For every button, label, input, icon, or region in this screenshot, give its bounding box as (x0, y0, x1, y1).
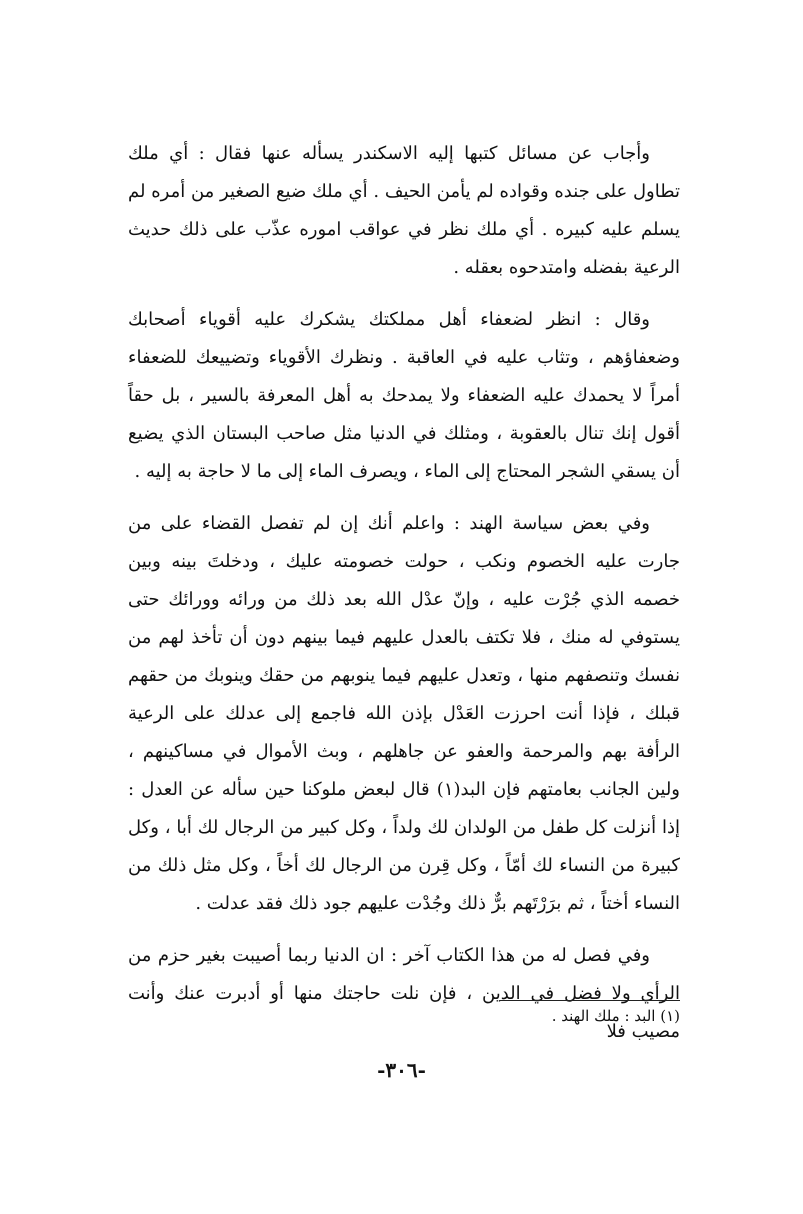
page-number: -٣٠٦- (377, 1058, 426, 1082)
paragraph-weak-subjects (128, 301, 680, 491)
footnote: (١) البد : ملك الهند . (551, 1007, 680, 1025)
paragraph-india-politics (128, 505, 680, 923)
footnote-divider (500, 1000, 680, 1001)
paragraph-text: وفي فصل له من هذا الكتاب آخر : ان الدنيا ربما أصيبت بغير حزم من الرأي ولا فضل في الدين ، فإن نلت حاجتك منها أو أدبرت عنك وأنت مصيب فلا (128, 945, 680, 1042)
paragraph-text: وفي بعض سياسة الهند : واعلم أنك إن لم تفصل القضاء على من جارت عليه الخصوم ونكب ، حولت خصومته عليك ، ودخلتَ بينه وبين خصمه الذي جُرْت عليه ، وإنّ عدْل الله بعد ذلك من ورائه وورائك حتى يستوفي له منك ، فلا تكتف بالعدل عليهم فيما بينهم دون أن تأخذ لهم من نفسك وتنصفهم منها ، وتعدل عليهم فيما ينوبهم من حقك وينوبك من حقهم قبلك ، فإذا أنت احرزت العَدْل بإذن الله فاجمع إلى عدلك على الرعية الرأفة بهم والمرحمة والعفو عن جاهلهم ، وبث الأموال في مساكينهم ، ولين الجانب بعامتهم فإن البد(١) قال لبعض ملوكنا حين سأله عن العدل : إذا أنزلت كل طفل من الولدان لك ولداً ، وكل كبير من الرجال لك أبا ، وكل كبيرة من النساء لك أمّاً ، وكل قِرن من الرجال لك أخاً ، وكل مثل ذلك من النساء أختاً ، ثم برَرْتَهم برٌّ ذلك وجُدْت عليهم جود ذلك فقد عدلت . (128, 513, 680, 914)
paragraph-text: وأجاب عن مسائل كتبها إليه الاسكندر يسأله عنها فقال : أي ملك تطاول على جنده وقواده لم يأمن الحيف . أي ملك ضيع الصغير من أمره لم يسلم عليه كبيره . أي ملك نظر في عواقب اموره عذّب على ذلك حديث الرعية بفضله وامتدحوه بعقله . (128, 143, 680, 278)
paragraph-another-chapter (128, 937, 680, 1051)
body-text (128, 135, 680, 1065)
paragraph-text: وقال : انظر لضعفاء أهل مملكتك يشكرك عليه أقوياء أصحابك وضعفاؤهم ، وتثاب عليه في العاقبة . ونظرك الأقوياء وتضييعك للضعفاء أمراً لا يحمدك عليه الضعفاء ولا يمدحك به أهل المعرفة بالسير ، بل حقاً أقول إنك تنال بالعقوبة ، ومثلك في الدنيا مثل صاحب البستان الذي يضيع أن يسقي الشجر المحتاج إلى الماء ، ويصرف الماء إلى ما لا حاجة به إليه . (128, 309, 680, 482)
paragraph-alexander-questions (128, 135, 680, 287)
